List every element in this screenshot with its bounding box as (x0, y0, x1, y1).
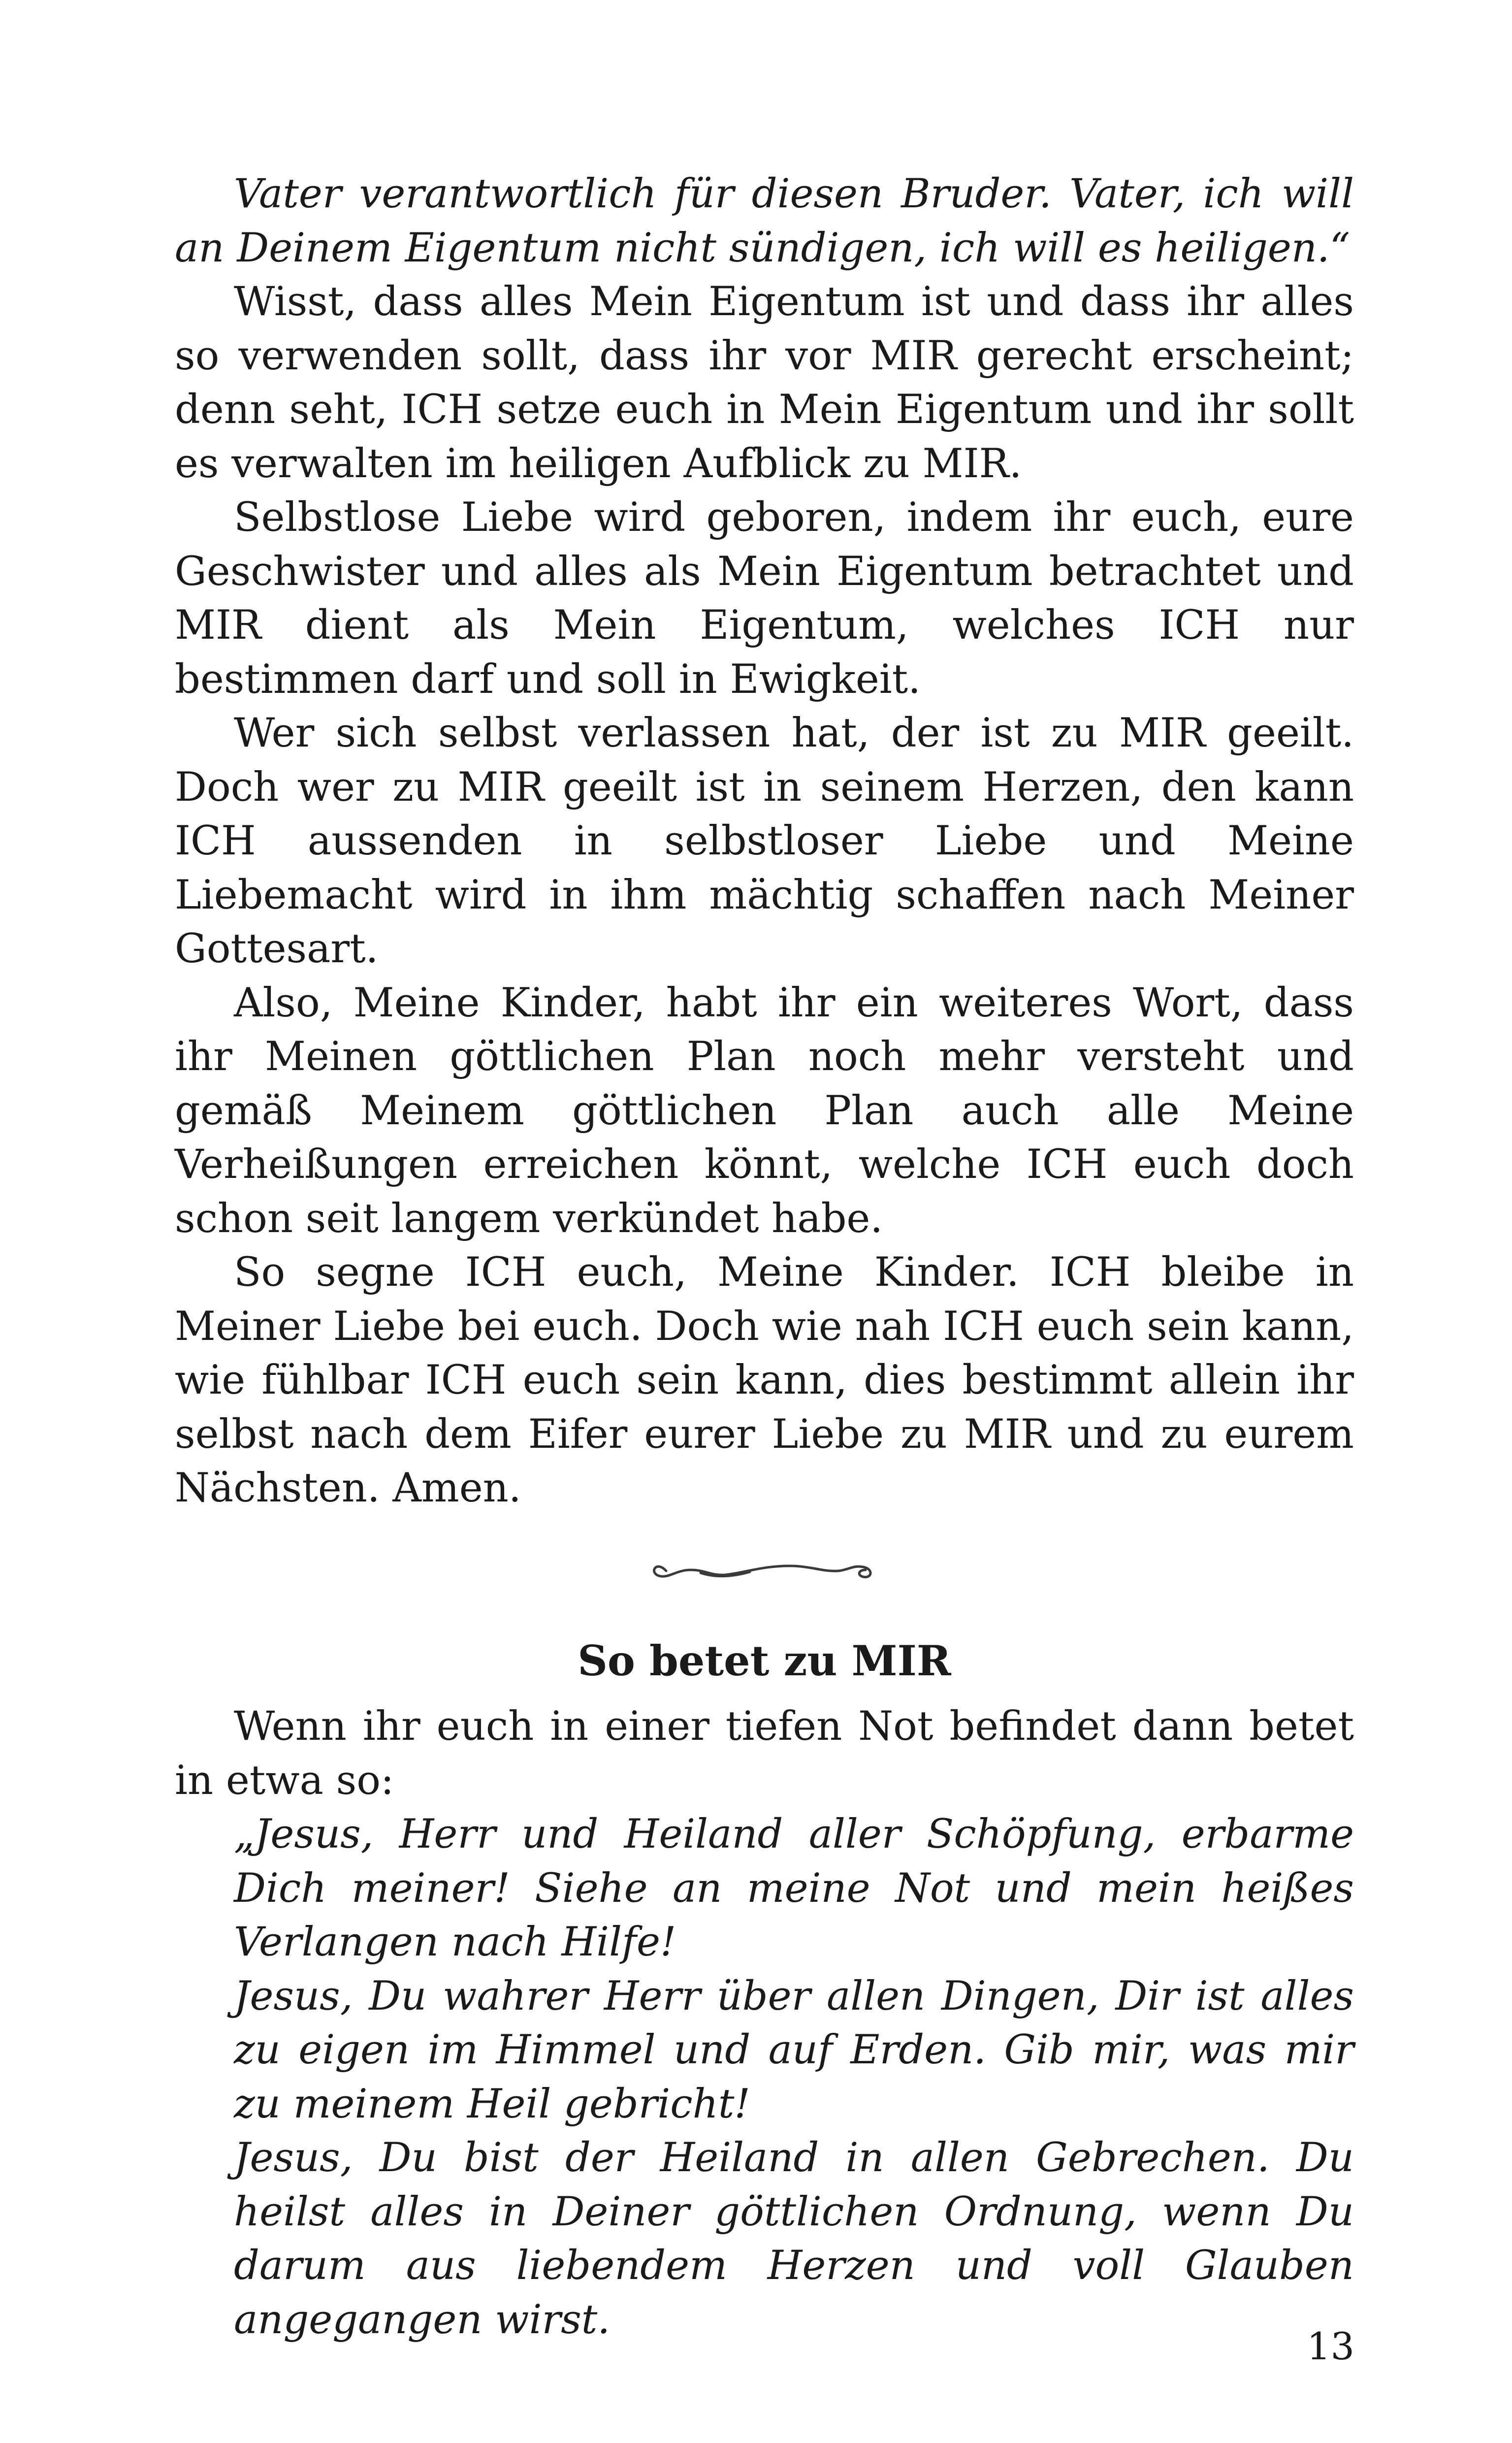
section-intro: Wenn ihr euch in einer tiefen Not befindet dann betet in etwa so: (175, 1703, 1354, 1804)
prayer-verse-1: „Jesus, Herr und Heiland aller Schöpfung, erbarme Dich meiner! Siehe an meine Not und mein heißes Verlangen nach Hilfe! (234, 1811, 1354, 1965)
paragraph-selbst-verlassen: Wer sich selbst verlassen hat, der ist zu MIR geeilt. Doch wer zu MIR geeilt ist in seinem Herzen, den kann ICH aussenden in selbstloser Liebe und Meine Liebemacht wird in ihm mächtig schaffen nach Meiner Gottesart. (175, 710, 1354, 972)
paragraph-prayer-continuation: Vater verantwortlich für diesen Bruder. Vater, ich will an Deinem Eigentum nicht sündigen, ich will es heiligen.“ (175, 171, 1354, 271)
paragraph-goettlicher-plan: Also, Meine Kinder, habt ihr ein weiteres Wort, dass ihr Meinen göttlichen Plan noch mehr versteht und gemäß Meinem göttlichen Plan auch alle Meine Verheißungen erreichen könnt, welche ICH euch doch schon seit langem verkündet habe. (175, 979, 1354, 1242)
page-number: 13 (1307, 2324, 1354, 2368)
paragraph-eigentum: Wisst, dass alles Mein Eigentum ist und dass ihr alles so verwenden sollt, dass ihr vor MIR gerecht erscheint; denn seht, ICH setze euch in Mein Eigentum und ihr sollt es verwalten im heiligen Aufblick zu MIR. (175, 279, 1354, 487)
prayer-verse-3: Jesus, Du bist der Heiland in allen Gebrechen. Du heilst alles in Deiner göttlichen Ordnung, wenn Du darum aus liebendem Herzen und voll Glauben angegangen wirst. (234, 2135, 1354, 2343)
flourish-divider-icon (646, 1555, 883, 1585)
prayer-verse-2: Jesus, Du wahrer Herr über allen Dingen, Dir ist alles zu eigen im Himmel und auf Erden. Gib mir, was mir zu meinem Heil gebricht! (234, 1973, 1354, 2127)
section-heading: So betet zu MIR (578, 1636, 951, 1685)
paragraph-segen: So segne ICH euch, Meine Kinder. ICH bleibe in Meiner Liebe bei euch. Doch wie nah ICH euch sein kann, wie fühlbar ICH euch sein kann, dies bestimmt allein ihr selbst nach dem Eifer eurer Liebe zu MIR und zu eurem Nächsten. Amen. (175, 1249, 1354, 1511)
paragraph-selbstlose-liebe: Selbstlose Liebe wird geboren, indem ihr euch, eure Geschwister und alles als Mein Eigentum betrachtet und MIR dient als Mein Eigentum, welches ICH nur bestimmen darf und soll in Ewigkeit. (175, 494, 1354, 703)
book-page (175, 167, 1354, 2347)
ornament-divider (175, 1555, 1354, 1590)
